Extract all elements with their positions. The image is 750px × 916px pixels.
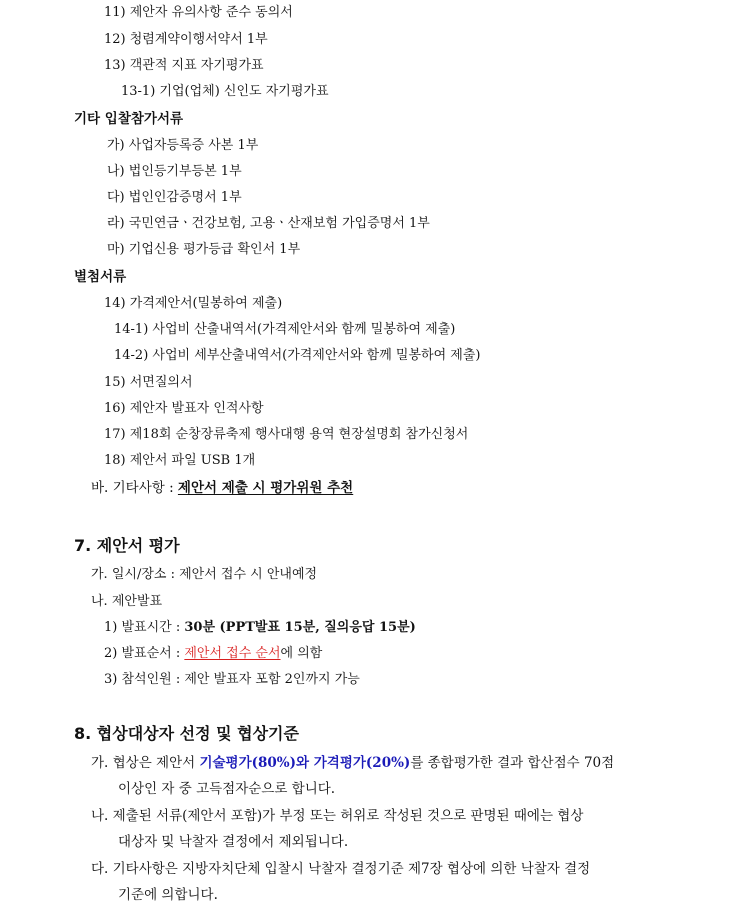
other-doc-e: 마) 기업신용 평가등급 확인서 1부 — [107, 242, 301, 257]
attached-doc-15: 15) 서면질의서 — [104, 375, 193, 390]
presentation-order-line — [104, 645, 322, 663]
doc-item-13: 13) 객관적 지표 자기평가표 — [104, 58, 264, 73]
attached-doc-14-1: 14-1) 사업비 산출내역서(가격제안서와 함께 밀봉하여 제출) — [114, 322, 456, 337]
etc-line — [91, 479, 353, 497]
section8-a-text2: 를 종합평가한 결과 합산점수 70점 — [410, 755, 615, 771]
section7-title: 7. 제안서 평가 — [74, 536, 180, 555]
attached-doc-14-2: 14-2) 사업비 세부산출내역서(가격제안서와 함께 밀봉하여 제출) — [114, 348, 481, 363]
etc-prefix: 바. 기타사항 : — [91, 480, 178, 496]
other-bid-docs-heading: 기타 입찰참가서류 — [74, 111, 184, 127]
other-doc-c: 다) 법인인감증명서 1부 — [107, 190, 242, 205]
other-doc-a: 가) 사업자등록증 사본 1부 — [107, 138, 259, 153]
attached-doc-17: 17) 제18회 순창장류축제 행사대행 용역 현장설명회 참가신청서 — [104, 427, 469, 442]
section8-item-c-line2: 기준에 의합니다. — [118, 887, 218, 903]
presentation-time-label: 1) 발표시간 : — [104, 620, 185, 635]
doc-item-11: 11) 제안자 유의사항 준수 동의서 — [104, 5, 293, 20]
attached-doc-16: 16) 제안자 발표자 인적사항 — [104, 401, 264, 416]
section8-item-a-line2: 이상인 자 중 고득점자순으로 합니다. — [118, 781, 336, 797]
other-doc-b: 나) 법인등기부등본 1부 — [107, 164, 242, 179]
attendees-line: 3) 참석인원 : 제안 발표자 포함 2인까지 가능 — [104, 672, 360, 687]
presentation-order-label: 2) 발표순서 : — [104, 646, 185, 661]
section8-a-weights: 기술평가(80%)와 가격평가(20%) — [199, 755, 411, 771]
section8-item-a-line1 — [91, 754, 614, 772]
attached-docs-heading: 별첨서류 — [74, 269, 127, 285]
presentation-order-value: 제안서 접수 순서 — [184, 646, 281, 661]
section8-title: 8. 협상대상자 선정 및 협상기준 — [74, 724, 299, 743]
presentation-order-suffix: 에 의함 — [280, 646, 323, 661]
section7-item-a: 가. 일시/장소 : 제안서 접수 시 안내예정 — [91, 567, 318, 582]
presentation-time-value: 30분 (PPT발표 15분, 질의응답 15분) — [184, 620, 416, 635]
section7-item-b: 나. 제안발표 — [91, 594, 163, 609]
section8-item-b-line1: 나. 제출된 서류(제안서 포함)가 부정 또는 허위로 작성된 것으로 판명된 때에는 협상 — [91, 808, 584, 824]
presentation-time-line — [104, 619, 416, 637]
attached-doc-14: 14) 가격제안서(밀봉하여 제출) — [104, 296, 283, 311]
section8-a-text1: 가. 협상은 제안서 — [91, 755, 200, 771]
etc-emphasis: 제안서 제출 시 평가위원 추천 — [177, 480, 354, 496]
doc-item-12: 12) 청렴계약이행서약서 1부 — [104, 32, 268, 47]
other-doc-d: 라) 국민연금ㆍ건강보험, 고용ㆍ산재보험 가입증명서 1부 — [107, 216, 430, 231]
section8-item-b-line2: 대상자 및 낙찰자 결정에서 제외됩니다. — [118, 834, 349, 850]
attached-doc-18: 18) 제안서 파일 USB 1개 — [104, 453, 256, 468]
doc-item-13-1: 13-1) 기업(업체) 신인도 자기평가표 — [121, 84, 329, 99]
section8-item-c-line1: 다. 기타사항은 지방자치단체 입찰시 낙찰자 결정기준 제7장 협상에 의한 낙찰자 결정 — [91, 861, 591, 877]
